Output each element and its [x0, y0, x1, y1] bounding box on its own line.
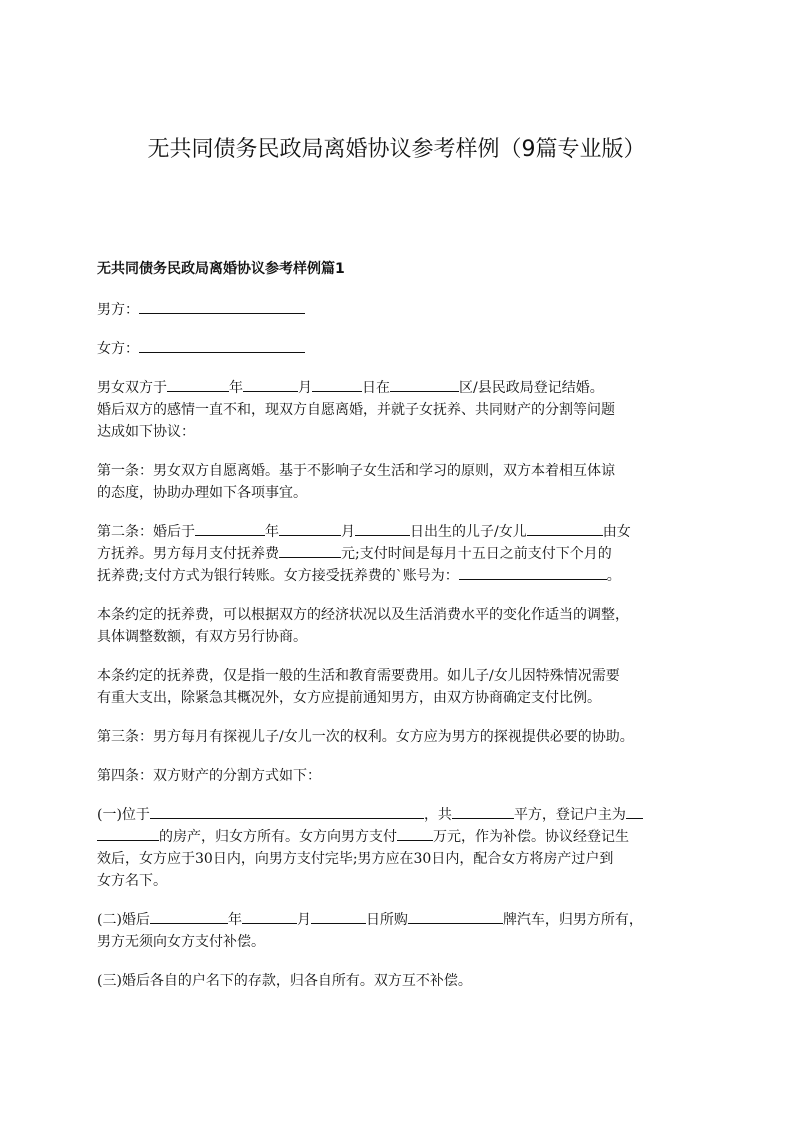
car-day-blank	[311, 909, 366, 924]
account-number-blank	[459, 565, 607, 580]
document-body	[97, 258, 709, 1009]
car-year-blank	[150, 909, 228, 924]
property-area-blank	[452, 804, 514, 819]
property-item-2	[97, 909, 709, 953]
document-title: 无共同债务民政局离婚协议参考样例（9篇专业版）	[147, 137, 646, 162]
property-item-1	[97, 804, 709, 892]
text-fragment: 的房产，归女方所有。女方向男方支付	[159, 829, 397, 845]
owner-blank-start	[97, 826, 159, 841]
district-blank	[390, 377, 459, 392]
text-fragment: 月	[341, 524, 355, 540]
child-name-blank	[527, 521, 603, 536]
text-fragment: 方抚养。男方每月支付抚养费	[97, 546, 279, 562]
female-line	[97, 338, 709, 360]
text-fragment: 平方，登记户主为	[513, 807, 626, 823]
birth-day-blank	[355, 521, 410, 536]
support-scope-paragraph	[97, 665, 709, 709]
text-line: 的态度，协助办理如下各项事宜。	[97, 485, 307, 501]
car-brand-blank	[408, 909, 503, 924]
text-fragment: ，共	[423, 807, 452, 823]
text-fragment: 第二条：婚后于	[97, 524, 195, 540]
text-line: 达成如下协议：	[97, 424, 195, 440]
property-item-3: (三)婚后各自的户名下的存款，归各自所有。双方互不补偿。	[97, 973, 472, 989]
text-fragment: 日在	[362, 380, 390, 396]
male-line	[97, 299, 709, 321]
marriage-day-blank	[312, 377, 362, 392]
text-line: 有重大支出，除紧急其概况外，女方应提前通知男方，由双方协商确定支付比例。	[97, 690, 601, 706]
article-3: 第三条：男方每月有探视儿子/女儿一次的权利。女方应为男方的探视提供必要的协助。	[97, 729, 634, 745]
article-1	[97, 460, 709, 504]
article-4: 第四条：双方财产的分割方式如下：	[97, 768, 321, 784]
text-fragment: 男女双方于	[97, 380, 167, 396]
text-fragment: 年	[227, 912, 242, 928]
text-fragment: 元;支付时间是每月十五日之前支付下个月的	[341, 546, 612, 562]
article-2	[97, 521, 709, 587]
marriage-paragraph	[97, 377, 709, 443]
male-name-blank	[139, 299, 305, 314]
text-fragment: (一)位于	[97, 807, 150, 823]
car-month-blank	[242, 909, 297, 924]
text-line: 本条约定的抚养费，仅是指一般的生活和教育需要费用。如儿子/女儿因特殊情况需要	[97, 668, 620, 684]
female-name-blank	[139, 338, 305, 353]
text-fragment: 月	[298, 380, 312, 396]
text-line: 具体调整数额，有双方另行协商。	[97, 629, 307, 645]
text-fragment: 。	[606, 568, 621, 584]
support-amount-blank	[279, 543, 341, 558]
text-line: 第一条：男女双方自愿离婚。基于不影响子女生活和学习的原则，双方本着相互体谅	[97, 463, 615, 479]
text-fragment: 日出生的儿子/女儿	[410, 524, 527, 540]
section-heading: 无共同债务民政局离婚协议参考样例篇1	[97, 261, 345, 277]
text-fragment: (二)婚后	[97, 912, 150, 928]
text-line: 男方无须向女方支付补偿。	[97, 934, 265, 950]
female-label: 女方：	[97, 341, 139, 357]
support-adjustment-paragraph	[97, 604, 709, 648]
text-fragment: 万元，作为补偿。协议经登记生	[433, 829, 629, 845]
owner-blank-end	[626, 804, 643, 819]
text-fragment: 年	[229, 380, 243, 396]
text-fragment: 月	[296, 912, 311, 928]
text-fragment: 由女	[602, 524, 631, 540]
compensation-blank	[397, 826, 433, 841]
text-line: 本条约定的抚养费，可以根据双方的经济状况以及生活消费水平的变化作适当的调整，	[97, 607, 629, 623]
text-fragment: 日所购	[365, 912, 408, 928]
marriage-year-blank	[167, 377, 229, 392]
text-line: 女方名下。	[97, 873, 167, 889]
text-line: 婚后双方的感情一直不和，现双方自愿离婚，并就子女抚养、共同财产的分割等问题	[97, 402, 615, 418]
marriage-month-blank	[243, 377, 298, 392]
text-fragment: 抚养费;支付方式为银行转账。女方接受抚养费的`账号为：	[97, 568, 459, 584]
birth-month-blank	[279, 521, 341, 536]
text-fragment: 区/县民政局登记结婚。	[459, 380, 604, 396]
property-location-blank	[150, 804, 424, 819]
male-label: 男方：	[97, 302, 139, 318]
birth-year-blank	[195, 521, 265, 536]
text-line: 效后，女方应于30日内，向男方支付完毕;男方应在30日内，配合女方将房产过户到	[97, 851, 614, 867]
text-fragment: 牌汽车，归男方所有，	[502, 912, 643, 928]
text-fragment: 年	[265, 524, 279, 540]
